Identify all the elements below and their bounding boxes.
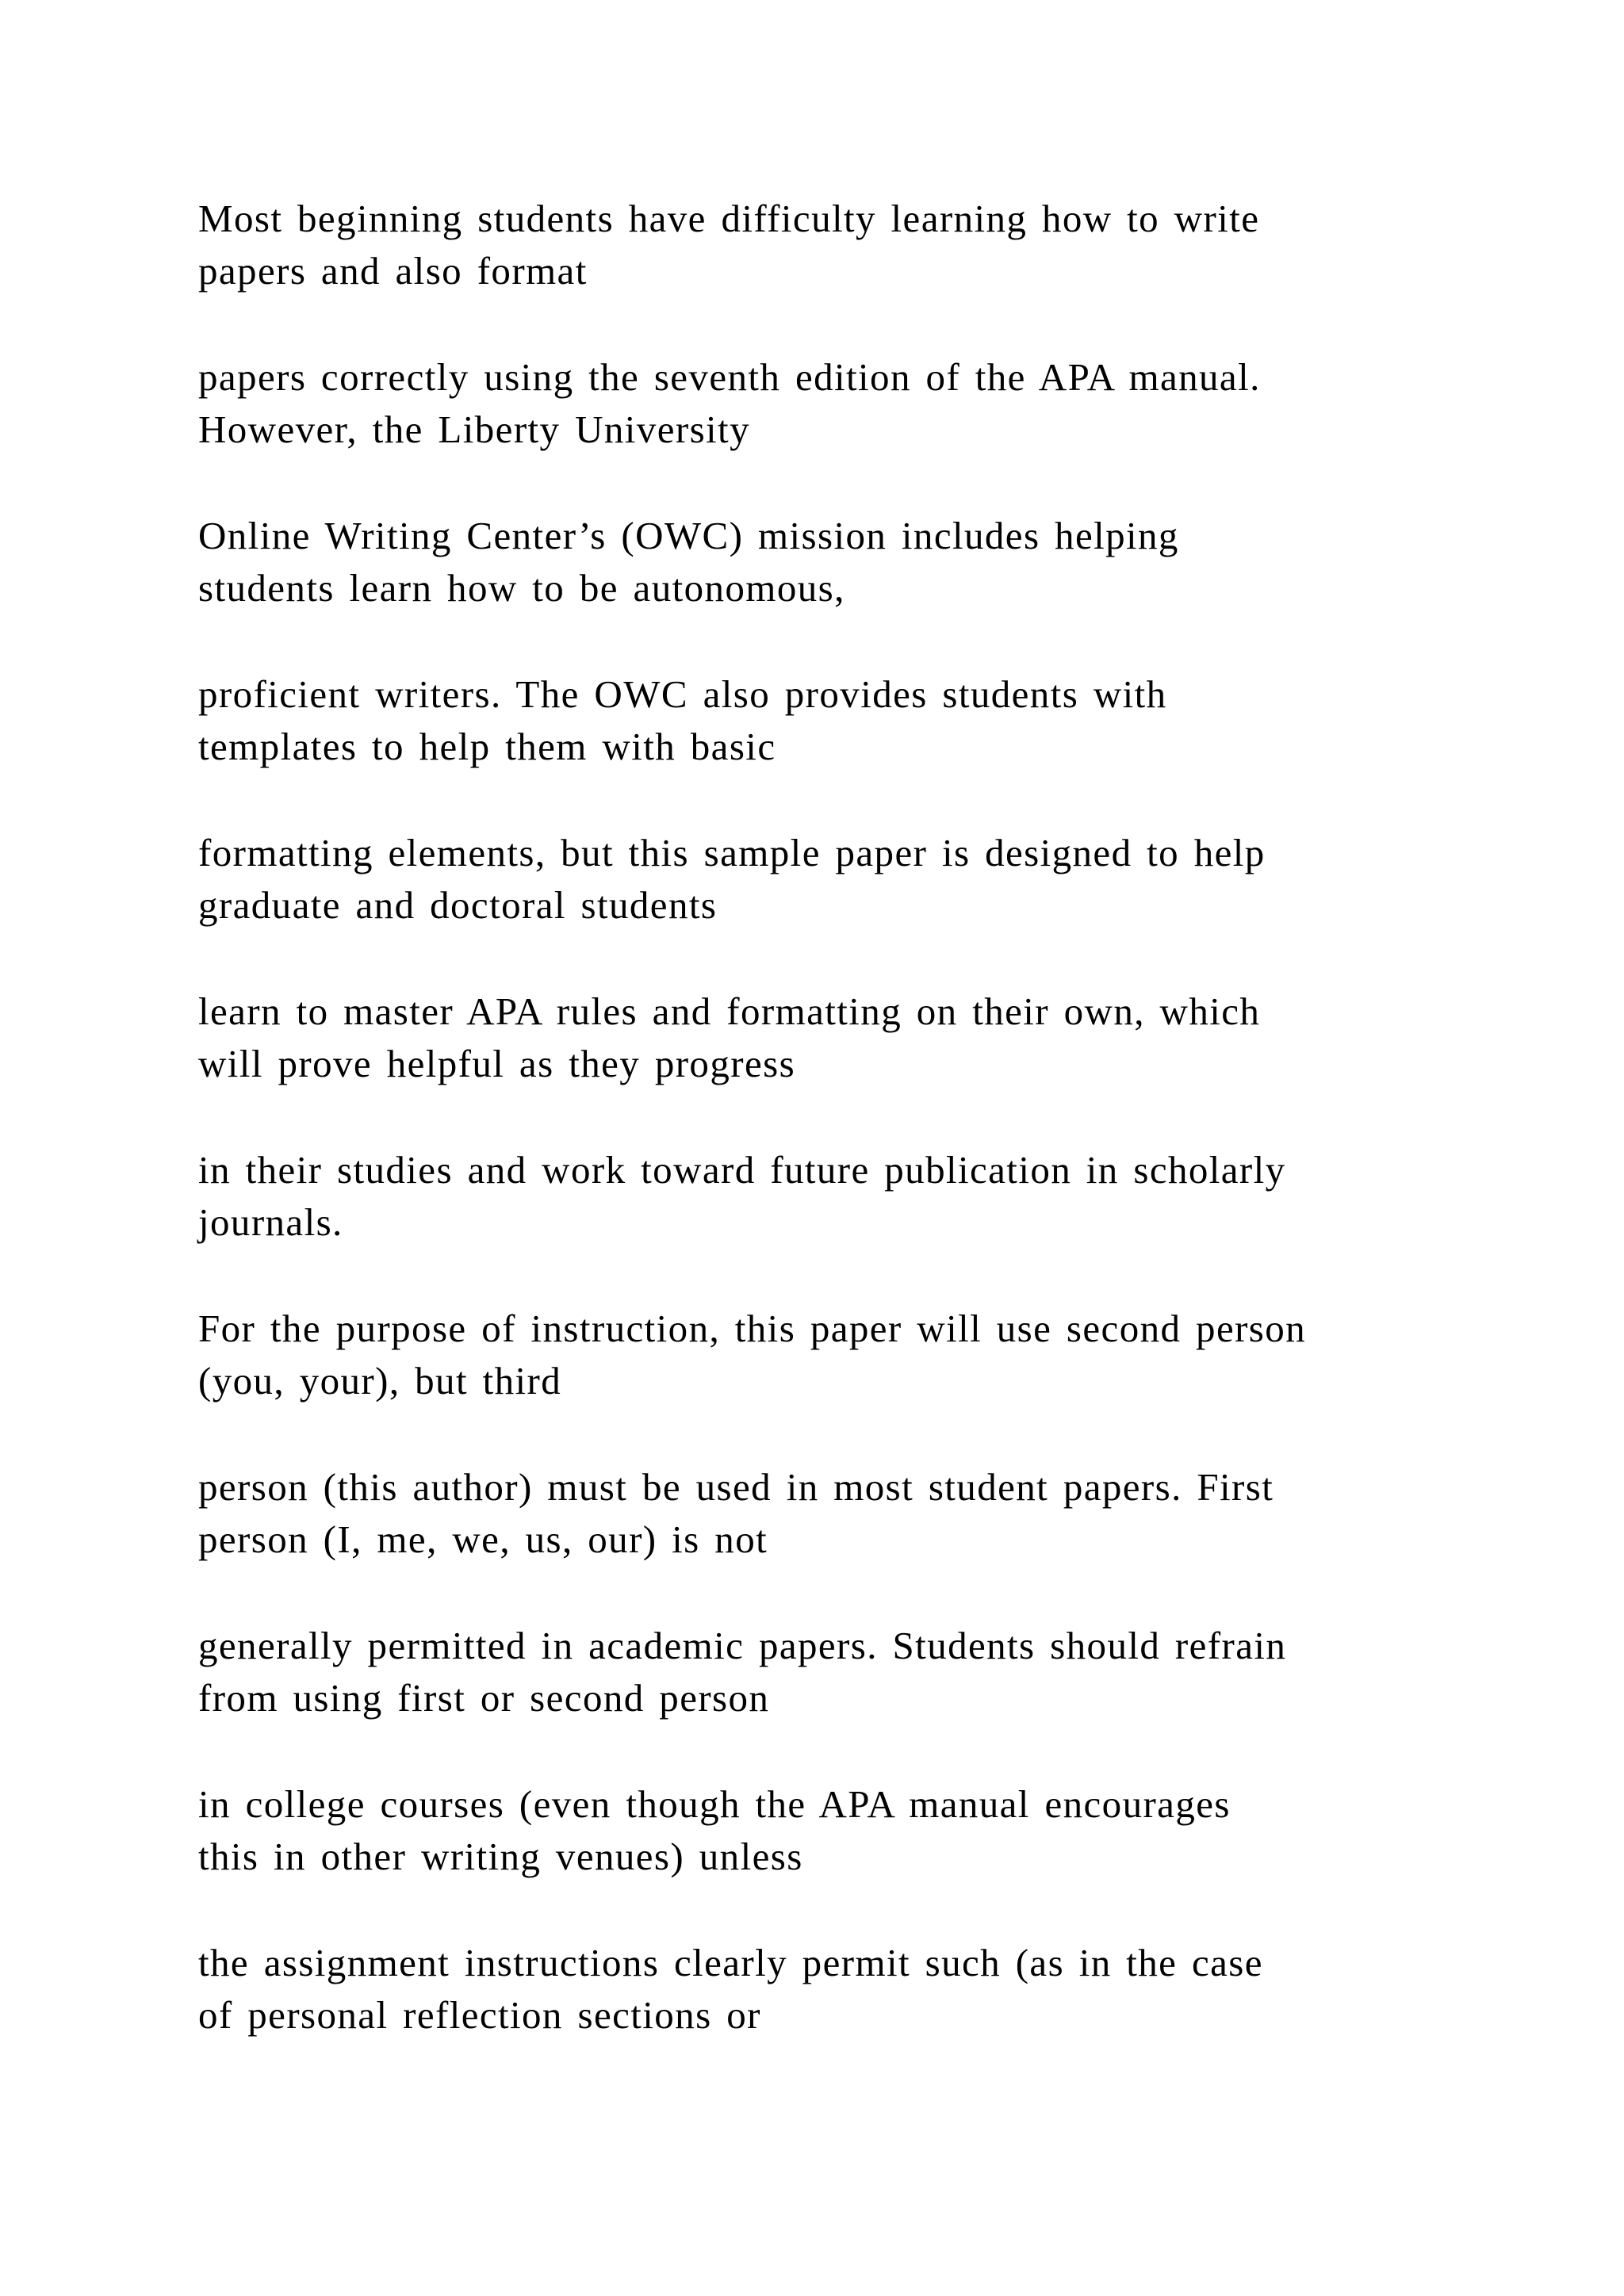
text-line: from using first or second person xyxy=(198,1676,770,1720)
text-line: the assignment instructions clearly permit such (as in the case xyxy=(198,1941,1263,1984)
text-line: students learn how to be autonomous, xyxy=(198,566,845,610)
paragraph xyxy=(198,1144,1546,1249)
paragraph xyxy=(198,1778,1546,1883)
text-line: generally permitted in academic papers. Students should refrain xyxy=(198,1624,1287,1667)
text-line: this in other writing venues) unless xyxy=(198,1835,803,1878)
text-line: However, the Liberty University xyxy=(198,408,750,451)
text-line: For the purpose of instruction, this paper will use second person xyxy=(198,1307,1307,1350)
paragraph xyxy=(198,985,1546,1090)
text-line: of personal reflection sections or xyxy=(198,1993,761,2037)
paragraph xyxy=(198,510,1546,614)
paragraph xyxy=(198,1620,1546,1724)
text-line: proficient writers. The OWC also provides students with xyxy=(198,672,1167,716)
text-line: learn to master APA rules and formatting on their own, which xyxy=(198,989,1261,1033)
text-line: Online Writing Center’s (OWC) mission includes helping xyxy=(198,514,1179,557)
text-line: papers correctly using the seventh edition of the APA manual. xyxy=(198,355,1261,399)
text-line: person (this author) must be used in most student papers. First xyxy=(198,1465,1274,1509)
paragraph xyxy=(198,1461,1546,1566)
paragraph xyxy=(198,1937,1546,2042)
text-line: in college courses (even though the APA manual encourages xyxy=(198,1782,1231,1826)
paragraph xyxy=(198,668,1546,773)
text-line: journals. xyxy=(198,1200,343,1244)
text-line: will prove helpful as they progress xyxy=(198,1042,796,1085)
text-line: graduate and doctoral students xyxy=(198,883,718,927)
paragraph xyxy=(198,1303,1546,1407)
paragraph xyxy=(198,193,1546,297)
text-line: person (I, me, we, us, our) is not xyxy=(198,1517,768,1561)
text-line: formatting elements, but this sample paper is designed to help xyxy=(198,831,1266,874)
text-line: (you, your), but third xyxy=(198,1359,562,1402)
text-line: papers and also format xyxy=(198,249,588,293)
paragraph xyxy=(198,351,1546,456)
paragraph xyxy=(198,827,1546,932)
text-line: Most beginning students have difficulty learning how to write xyxy=(198,197,1260,240)
text-line: in their studies and work toward future publication in scholarly xyxy=(198,1148,1286,1192)
body-text xyxy=(198,193,1546,2095)
text-line: templates to help them with basic xyxy=(198,725,776,768)
